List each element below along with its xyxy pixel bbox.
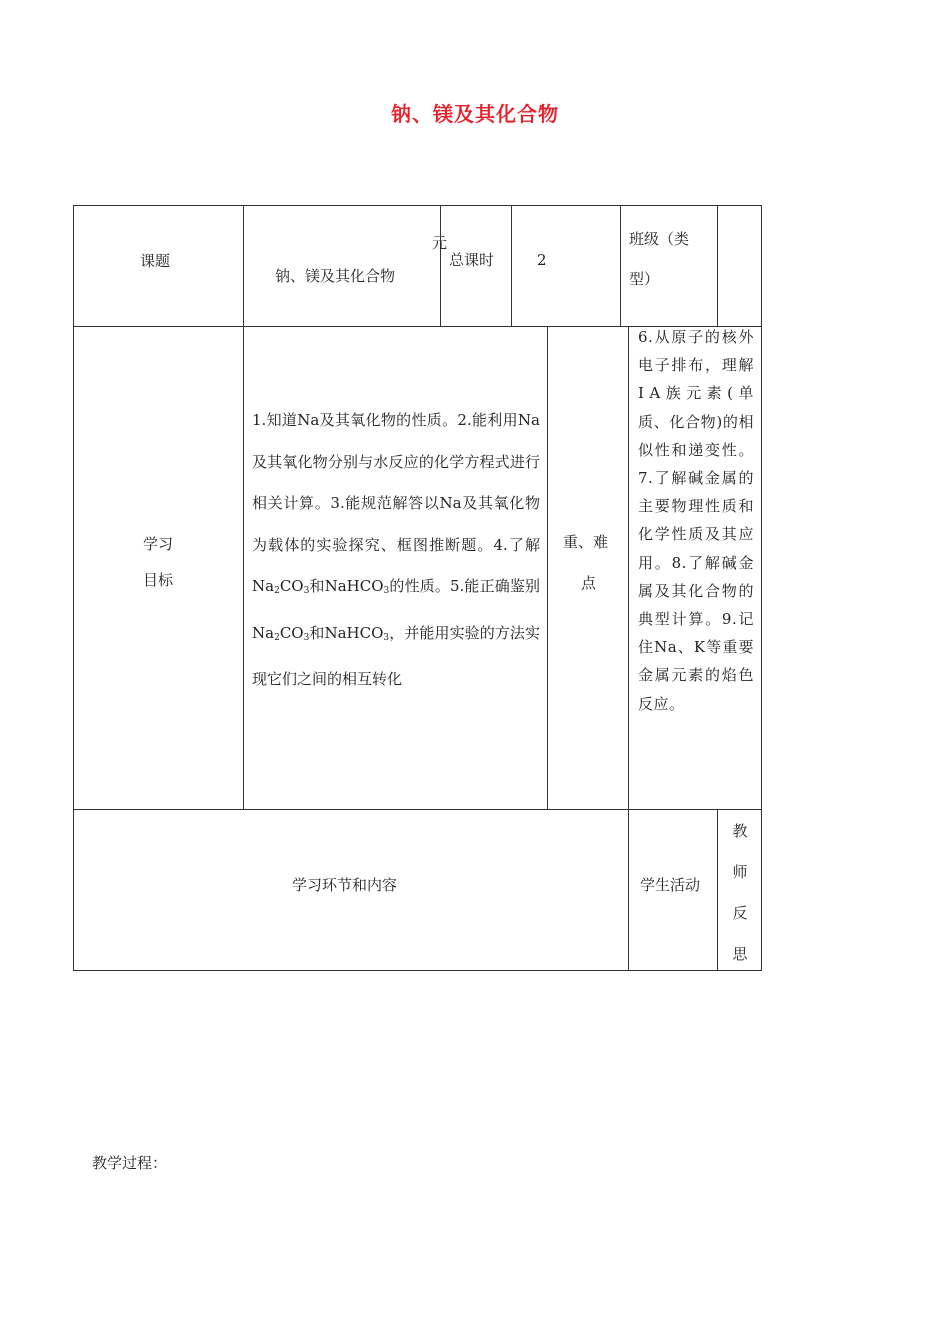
teacher-reflection-char: 师 bbox=[732, 863, 748, 881]
teacher-reflection-char: 教 bbox=[732, 822, 748, 840]
goals-text-part: 和NaHCO bbox=[309, 577, 384, 595]
goals-text-part: 和NaHCO bbox=[309, 623, 384, 642]
subscript: 3 bbox=[303, 632, 310, 643]
subscript: 2 bbox=[274, 632, 280, 643]
subscript: 3 bbox=[383, 586, 390, 596]
subscript: 3 bbox=[303, 586, 310, 596]
total-hours-value: 2 bbox=[537, 251, 547, 269]
unit-fragment: 元 bbox=[432, 234, 448, 252]
goals-text-part: ，并能用实验的方法实现它们之间的相互转化 bbox=[252, 623, 540, 688]
class-type-label-line2: 型） bbox=[629, 270, 660, 288]
goals-text-part: CO bbox=[279, 623, 304, 642]
content-label: 学习环节和内容 bbox=[292, 876, 398, 894]
key-label-line1: 重、难 bbox=[563, 533, 609, 551]
total-hours-label: 总课时 bbox=[449, 251, 495, 269]
subscript: 2 bbox=[274, 586, 280, 596]
subject-label: 课题 bbox=[140, 252, 171, 270]
learning-goals-text bbox=[252, 400, 540, 701]
student-activity-label: 学生活动 bbox=[640, 876, 701, 894]
teacher-reflection-char: 思 bbox=[732, 945, 748, 963]
teacher-reflection-char: 反 bbox=[732, 904, 748, 922]
page-title: 钠、镁及其化合物 bbox=[391, 102, 559, 126]
teacher-reflection-label bbox=[730, 811, 750, 975]
subscript: 3 bbox=[383, 632, 390, 643]
key-points-text: 6.从原子的核外电子排布，理解ⅠA族元素(单质、化合物)的相似性和递变性。7.了解碱金属的主要物理性质和化学性质及其应用。8.了解碱金属及其化合物的典型计算。9.记住Na、K等重要金属元素的焰色反应。 bbox=[638, 328, 754, 713]
goals-text-part: 的性质。5.能正确鉴别Na bbox=[252, 577, 540, 642]
goals-text-part: CO bbox=[279, 577, 304, 595]
goals-text-part: 1.知道Na及其氧化物的性质。2.能利用Na及其氧化物分别与水反应的化学方程式进行相关计算。3.能规范解答以Na及其氧化物为载体的实验探究、框图推断题。4.了解Na bbox=[252, 411, 540, 595]
goals-label-line1: 学习 bbox=[143, 535, 174, 553]
class-type-label-line1: 班级（类 bbox=[629, 230, 690, 248]
goals-label-line2: 目标 bbox=[143, 571, 174, 589]
teaching-process-label: 教学过程： bbox=[92, 1154, 168, 1172]
subject-value: 钠、镁及其化合物 bbox=[275, 267, 396, 285]
key-label-line2: 点 bbox=[581, 574, 597, 592]
